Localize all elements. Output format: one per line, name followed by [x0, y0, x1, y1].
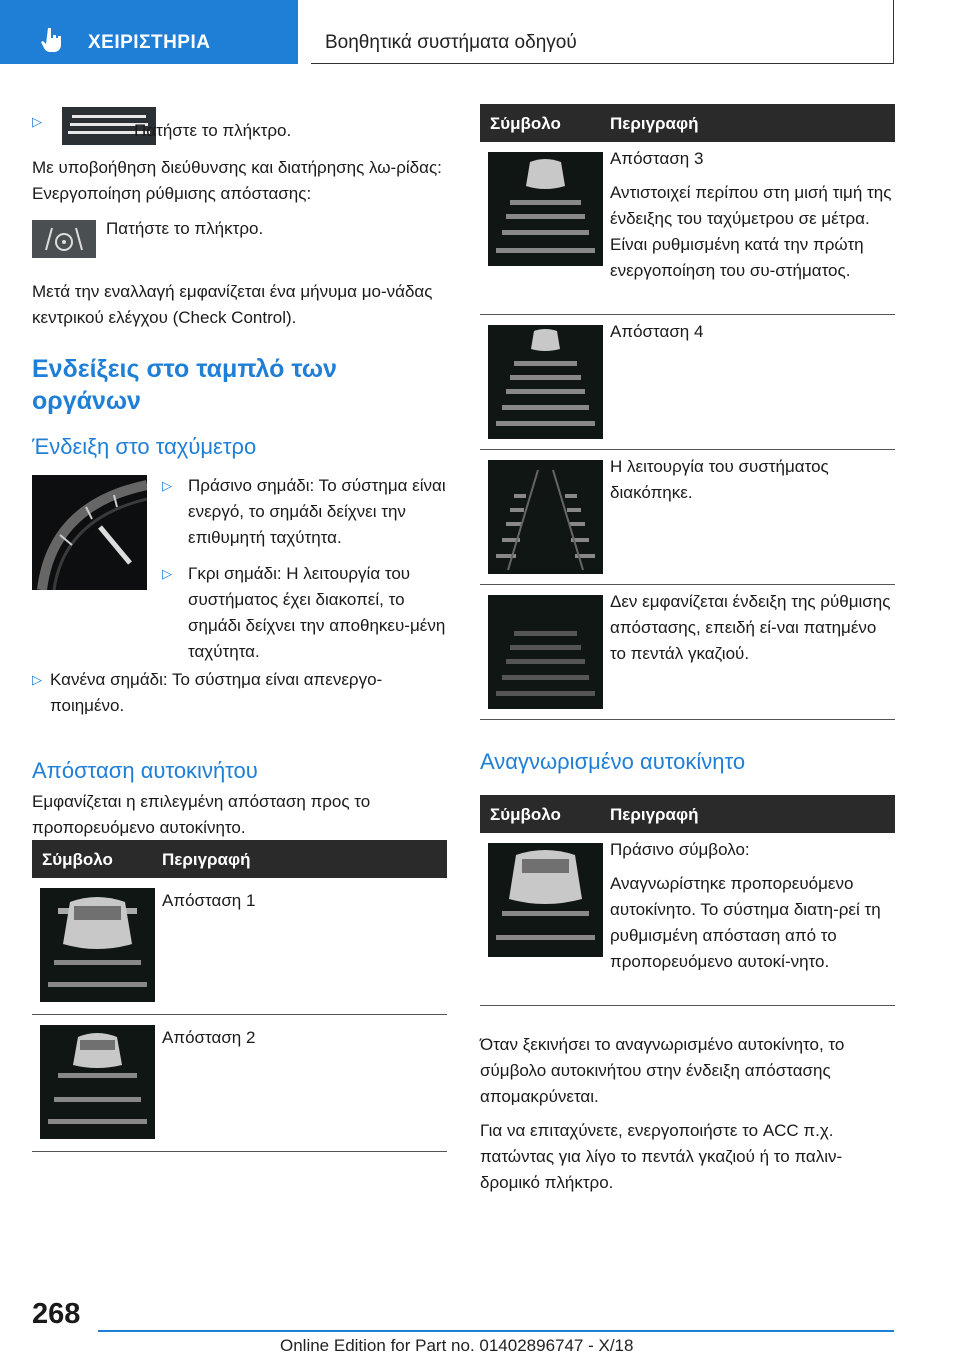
distance-2-symbol	[40, 1025, 155, 1139]
speedo-item-text: Κανένα σημάδι: Το σύστημα είναι απενεργο-ποιημένο.	[50, 670, 383, 715]
step-text: Πατήστε το πλήκτρο.	[106, 219, 264, 238]
heading-speedometer: Ένδειξη στο ταχύμετρο	[32, 434, 257, 459]
col-description: Περιγραφή	[162, 850, 251, 869]
distance-1-label: Απόσταση 1	[162, 891, 256, 910]
speedometer-section	[32, 473, 447, 661]
table-row	[480, 142, 895, 315]
section-label: ΧΕΙΡΙΣΤΗΡΙΑ	[88, 32, 211, 53]
row-description	[610, 837, 895, 975]
triangle-bullet-icon: ▷	[162, 566, 172, 581]
distance-table-left	[32, 840, 447, 1152]
row-description	[162, 888, 447, 914]
col-symbol: Σύμβολο	[490, 805, 561, 824]
table-row	[480, 833, 895, 1006]
speedo-item-text: Γκρι σημάδι: Η λειτουργία του συστήματος έχει διακοπεί, το σημάδι δείχνει την αποθηκευ-μένη ταχύτητα.	[188, 564, 446, 661]
left-column	[32, 107, 447, 841]
table-header	[480, 104, 895, 142]
distance-4-label: Απόσταση 4	[610, 322, 704, 341]
triangle-bullet-icon: ▷	[32, 672, 42, 687]
chapter-title: Βοηθητικά συστήματα οδηγού	[325, 32, 577, 53]
green-symbol-text: Αναγνωρίστηκε προπορευόμενο αυτοκίνητο. Το σύστημα διατη-ρεί τη ρυθμισμένη απόσταση από το προπορευόμενο αυτοκί-νητο.	[610, 874, 881, 971]
system-interrupted-text: Η λειτουργία του συστήματος διακόπηκε.	[610, 457, 829, 502]
green-symbol-label: Πράσινο σύμβολο:	[610, 840, 750, 859]
table-row	[480, 585, 895, 720]
distance-2-label: Απόσταση 2	[162, 1028, 256, 1047]
step-press-button-1	[32, 107, 447, 141]
page-number: 268	[32, 1298, 81, 1330]
speedo-item-2	[162, 561, 447, 665]
system-interrupted-symbol	[488, 460, 603, 574]
footer-divider	[98, 1330, 894, 1332]
row-description	[610, 454, 895, 506]
detected-vehicle-table	[480, 795, 895, 1006]
section-tab	[0, 0, 298, 64]
lane-assist-paragraph: Με υποβοήθηση διεύθυνσης και διατήρησης λω-ρίδας: Ενεργοποίηση ρύθμισης απόστασης:	[32, 158, 442, 203]
triangle-bullet-icon: ▷	[32, 114, 42, 129]
row-description	[610, 589, 895, 667]
edition-info: Online Edition for Part no. 01402896747 - X/18	[280, 1336, 634, 1355]
closing-paragraphs	[480, 1032, 895, 1196]
chapter-header	[311, 0, 894, 64]
triangle-bullet-icon: ▷	[162, 478, 172, 493]
distance-4-symbol	[488, 325, 603, 439]
distance-intro: Εμφανίζεται η επιλεγμένη απόσταση προς το προπορευόμενο αυτοκίνητο.	[32, 792, 371, 837]
col-description: Περιγραφή	[610, 805, 699, 824]
accelerator-pressed-text: Δεν εμφανίζεται ένδειξη της ρύθμισης απόστασης, επειδή εί-ναι πατημένο το πεντάλ γκαζιού.	[610, 592, 891, 663]
table-row	[32, 1015, 447, 1152]
hand-pointer-icon	[40, 26, 64, 54]
distance-3-label: Απόσταση 3	[610, 149, 704, 168]
detected-vehicle-section	[480, 748, 895, 776]
col-symbol: Σύμβολο	[42, 850, 113, 869]
speedo-item-3	[32, 667, 447, 719]
row-description	[610, 319, 895, 345]
heading-detected-vehicle: Αναγνωρισμένο αυτοκίνητο	[480, 749, 746, 774]
speedo-item-1	[162, 473, 447, 551]
distance-1-symbol	[40, 888, 155, 1002]
speedometer-image	[32, 475, 147, 590]
step-press-button-2	[32, 215, 447, 259]
speedo-item-text: Πράσινο σημάδι: Το σύστημα είναι ενεργό, το σημάδι δείχνει την επιθυμητή ταχύτητα.	[188, 476, 446, 547]
table-header	[480, 795, 895, 833]
table-row	[480, 450, 895, 585]
row-description	[610, 146, 895, 284]
row-description	[162, 1025, 447, 1051]
steering-assist-button-icon	[32, 220, 96, 258]
distance-3-symbol	[488, 152, 603, 266]
heading-instrument-cluster: Ενδείξεις στο ταμπλό των οργάνων	[32, 355, 337, 415]
distance-table-right	[480, 104, 895, 720]
col-description: Περιγραφή	[610, 114, 699, 133]
table-row	[32, 878, 447, 1015]
accelerate-paragraph: Για να επιταχύνετε, ενεργοποιήστε το ACC π.χ. πατώντας για λίγο το πεντάλ γκαζιού ή το παλιν-δρομικό πλήκτρο.	[480, 1121, 843, 1192]
table-header	[32, 840, 447, 878]
step-text: Πατήστε το πλήκτρο.	[134, 121, 292, 140]
distance-3-text: Αντιστοιχεί περίπου στη μισή τιμή της ένδειξης του ταχύμετρου σε μέτρα. Είναι ρυθμισμένη κατά την πρώτη ενεργοποίηση του συ-στήματος.	[610, 183, 892, 280]
col-symbol: Σύμβολο	[490, 114, 561, 133]
vehicle-departs-paragraph: Όταν ξεκινήσει το αναγνωρισμένο αυτοκίνητο, το σύμβολο αυτοκινήτου στην ένδειξη απόστασης απομακρύνεται.	[480, 1035, 845, 1106]
accelerator-pressed-symbol	[488, 595, 603, 709]
check-control-paragraph: Μετά την εναλλαγή εμφανίζεται ένα μήνυμα μο-νάδας κεντρικού ελέγχου (Check Control).	[32, 282, 433, 327]
table-row	[480, 315, 895, 450]
heading-vehicle-distance: Απόσταση αυτοκινήτου	[32, 758, 258, 783]
detected-vehicle-symbol	[488, 843, 603, 957]
